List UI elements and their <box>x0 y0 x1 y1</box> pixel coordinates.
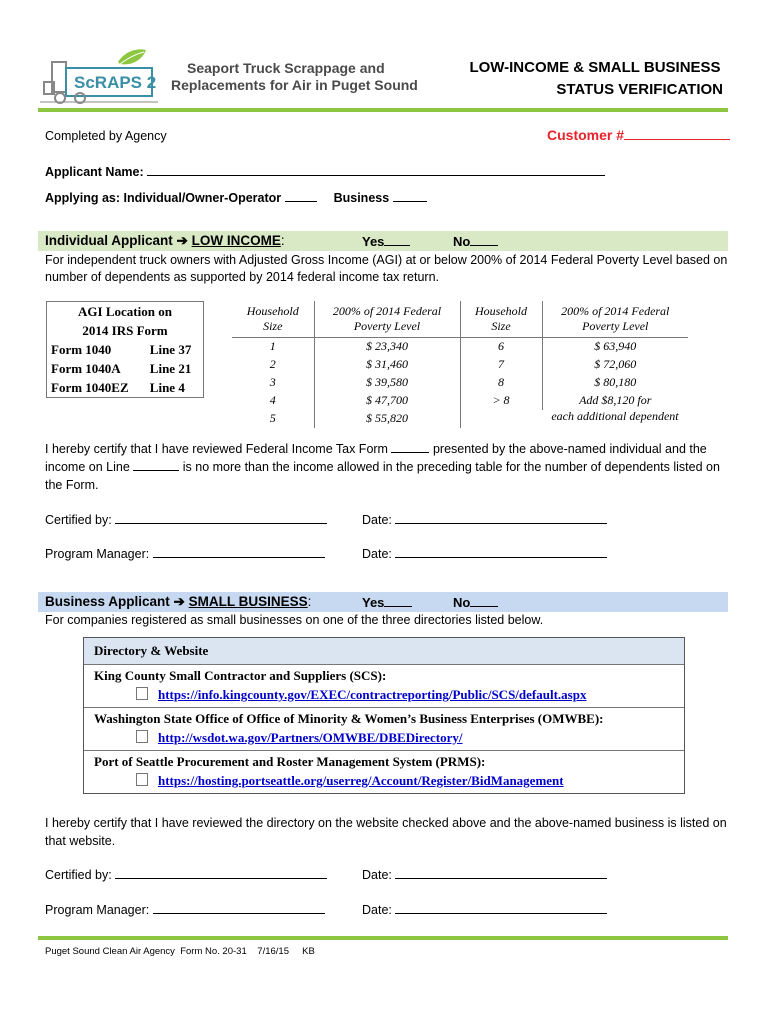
directory-name: King County Small Contractor and Suppliers (SCS): <box>94 668 387 683</box>
fpl-amount: $ 23,340 <box>314 337 460 356</box>
business-description: For companies registered as small businesses on one of the three directories listed below. <box>45 613 544 627</box>
tax-form-blank[interactable] <box>391 440 429 453</box>
table-row <box>47 378 204 398</box>
date-label: Date: <box>362 547 392 561</box>
fpl-amount: $ 80,180 <box>594 375 637 389</box>
business-blank[interactable] <box>393 189 427 202</box>
applying-as-row <box>45 189 427 205</box>
directory-checkbox[interactable] <box>136 773 148 786</box>
household-size: 3 <box>232 374 314 392</box>
income-line-blank[interactable] <box>133 458 179 471</box>
business-date-row-1 <box>362 866 607 882</box>
agi-form: Form 1040 <box>51 341 112 357</box>
household-size: 5 <box>232 410 314 428</box>
agi-line: Line 21 <box>149 360 192 376</box>
agi-location-table <box>46 301 204 398</box>
directory-item <box>84 664 684 707</box>
customer-number-label: Customer # <box>547 127 625 143</box>
table-row <box>232 356 688 374</box>
individual-yes-blank[interactable] <box>384 233 410 246</box>
table-row <box>232 337 688 356</box>
household-size: 7 <box>460 356 542 374</box>
individual-program-manager-row <box>45 545 325 561</box>
certified-by-blank[interactable] <box>115 866 327 879</box>
individual-date-row-1 <box>362 511 607 527</box>
household-size-header: Household Size <box>460 301 542 337</box>
customer-number-blank[interactable] <box>624 127 730 140</box>
table-row <box>232 410 688 428</box>
completed-by-label: Completed by Agency <box>45 129 167 143</box>
individual-blank[interactable] <box>285 189 317 202</box>
directory-checkbox[interactable] <box>136 730 148 743</box>
business-no-blank[interactable] <box>470 594 498 607</box>
agi-form: Form 1040EZ <box>51 379 129 395</box>
small-business-label: SMALL BUSINESS <box>188 594 308 609</box>
table-row <box>232 392 688 410</box>
fpl-note: each additional dependent <box>551 408 679 423</box>
applying-as-label: Applying as: Individual/Owner-Operator <box>45 191 282 205</box>
directory-name: Port of Seattle Procurement and Roster Management System (PRMS): <box>94 754 486 769</box>
footer-divider <box>38 936 728 940</box>
program-manager-blank[interactable] <box>153 545 325 558</box>
directory-item <box>84 707 684 750</box>
individual-certified-by-row <box>45 511 327 527</box>
individual-yes[interactable] <box>362 233 410 249</box>
individual-yes-label: Yes <box>362 234 385 249</box>
directory-header <box>84 638 684 664</box>
fpl-amount: $ 47,700 <box>314 392 460 410</box>
directory-header-label: Directory & Website <box>94 643 209 658</box>
individual-heading-text: Individual Applicant <box>45 233 173 248</box>
arrow-right-icon: ➔ <box>176 233 188 248</box>
table-row <box>47 359 204 378</box>
household-size-header: Household Size <box>232 301 314 337</box>
program-name-line2: Replacements for Air in Puget Sound <box>171 77 418 93</box>
date-blank[interactable] <box>395 866 607 879</box>
individual-date-row-2 <box>362 545 607 561</box>
poverty-level-table <box>232 301 688 428</box>
individual-no-blank[interactable] <box>470 233 498 246</box>
household-size: 1 <box>232 337 314 356</box>
applicant-name-label: Applicant Name: <box>45 165 144 179</box>
household-size: 2 <box>232 356 314 374</box>
fpl-header: 200% of 2014 Federal Poverty Level <box>561 303 670 333</box>
certify-text-1: I hereby certify that I have reviewed Federal Income Tax Form <box>45 442 388 456</box>
program-manager-blank[interactable] <box>153 901 325 914</box>
business-yes-label: Yes <box>362 595 385 610</box>
directory-checkbox[interactable] <box>136 687 148 700</box>
directory-name: Washington State Office of Office of Minority & Women’s Business Enterprises (OMWBE): <box>94 711 604 726</box>
business-heading <box>45 594 311 610</box>
directory-link[interactable]: http://wsdot.wa.gov/Partners/OMWBE/DBEDirectory/ <box>158 730 463 745</box>
certified-by-label: Certified by: <box>45 513 112 527</box>
date-label: Date: <box>362 868 392 882</box>
certify-text-3: is no more than the income allowed in the preceding table for the number of dependents listed on the Form. <box>45 460 720 492</box>
footer-text: Puget Sound Clean Air Agency Form No. 20-31 7/16/15 KB <box>45 946 315 957</box>
arrow-right-icon: ➔ <box>173 594 185 609</box>
household-size: > 8 <box>460 392 542 410</box>
business-yes-blank[interactable] <box>384 594 412 607</box>
business-date-row-2 <box>362 901 607 917</box>
directory-table <box>83 637 685 794</box>
heading-colon: : <box>307 594 312 609</box>
header-divider <box>38 108 728 112</box>
household-size-empty <box>460 410 542 428</box>
program-name-line1: Seaport Truck Scrappage and <box>187 60 385 76</box>
low-income-label: LOW INCOME <box>191 233 281 248</box>
agi-form: Form 1040A <box>51 360 121 376</box>
business-heading-text: Business Applicant <box>45 594 170 609</box>
table-row <box>47 340 204 359</box>
date-blank[interactable] <box>395 545 607 558</box>
fpl-amount: $ 55,820 <box>314 410 460 428</box>
fpl-header: 200% of 2014 Federal Poverty Level <box>314 301 460 337</box>
certified-by-blank[interactable] <box>115 511 327 524</box>
business-no-label: No <box>453 595 471 610</box>
scraps-logo <box>40 44 158 108</box>
form-title-line1: LOW-INCOME & SMALL BUSINESS <box>469 59 721 76</box>
directory-link[interactable]: https://info.kingcounty.gov/EXEC/contractreporting/Public/SCS/default.aspx <box>158 687 587 702</box>
agi-line: Line 37 <box>149 341 192 357</box>
program-manager-label: Program Manager: <box>45 903 150 917</box>
household-size: 6 <box>460 337 542 356</box>
business-certification: I hereby certify that I have reviewed the directory on the website checked above and the above-named business is listed on that website. <box>45 816 727 848</box>
directory-link[interactable]: https://hosting.portseattle.org/userreg/Account/Register/BidManagement <box>158 773 564 788</box>
heading-colon: : <box>280 233 285 248</box>
agi-title-2: 2014 IRS Form <box>82 322 168 338</box>
date-blank[interactable] <box>395 511 607 524</box>
agi-line: Line 4 <box>149 379 185 395</box>
business-program-manager-row <box>45 901 325 917</box>
date-label: Date: <box>362 513 392 527</box>
business-label: Business <box>333 191 390 205</box>
fpl-amount: $ 39,580 <box>314 374 460 392</box>
fpl-amount: Add $8,120 for <box>579 393 652 407</box>
individual-certification <box>45 440 735 494</box>
individual-heading <box>45 233 285 249</box>
fpl-amount: $ 31,460 <box>314 356 460 374</box>
applicant-name-blank[interactable] <box>147 163 605 176</box>
date-blank[interactable] <box>395 901 607 914</box>
logo-wordmark: ScRAPS 2 <box>74 73 157 92</box>
directory-item <box>84 750 684 793</box>
table-row <box>232 374 688 392</box>
individual-no-label: No <box>453 234 471 249</box>
individual-no[interactable] <box>453 233 498 249</box>
business-no[interactable] <box>453 594 498 610</box>
certify-text-2: presented by the above-named individual and the income on Line <box>45 442 707 474</box>
applicant-name-row <box>45 163 605 179</box>
individual-description: For independent truck owners with Adjusted Gross Income (AGI) at or below 200% of 2014 Federal Poverty Level based on number of dependents as supported by 2014 federal income tax return. <box>45 253 728 284</box>
household-size: 4 <box>232 392 314 410</box>
certified-by-label: Certified by: <box>45 868 112 882</box>
agi-title-1: AGI Location on <box>78 303 172 319</box>
fpl-amount: $ 63,940 <box>542 337 688 356</box>
household-size: 8 <box>460 374 542 392</box>
fpl-amount: $ 72,060 <box>594 357 637 371</box>
date-label: Date: <box>362 903 392 917</box>
form-title-line2: STATUS VERIFICATION <box>556 81 723 98</box>
business-certified-by-row <box>45 866 327 882</box>
customer-number-field[interactable] <box>547 127 730 143</box>
business-yes[interactable] <box>362 594 412 610</box>
program-manager-label: Program Manager: <box>45 547 150 561</box>
